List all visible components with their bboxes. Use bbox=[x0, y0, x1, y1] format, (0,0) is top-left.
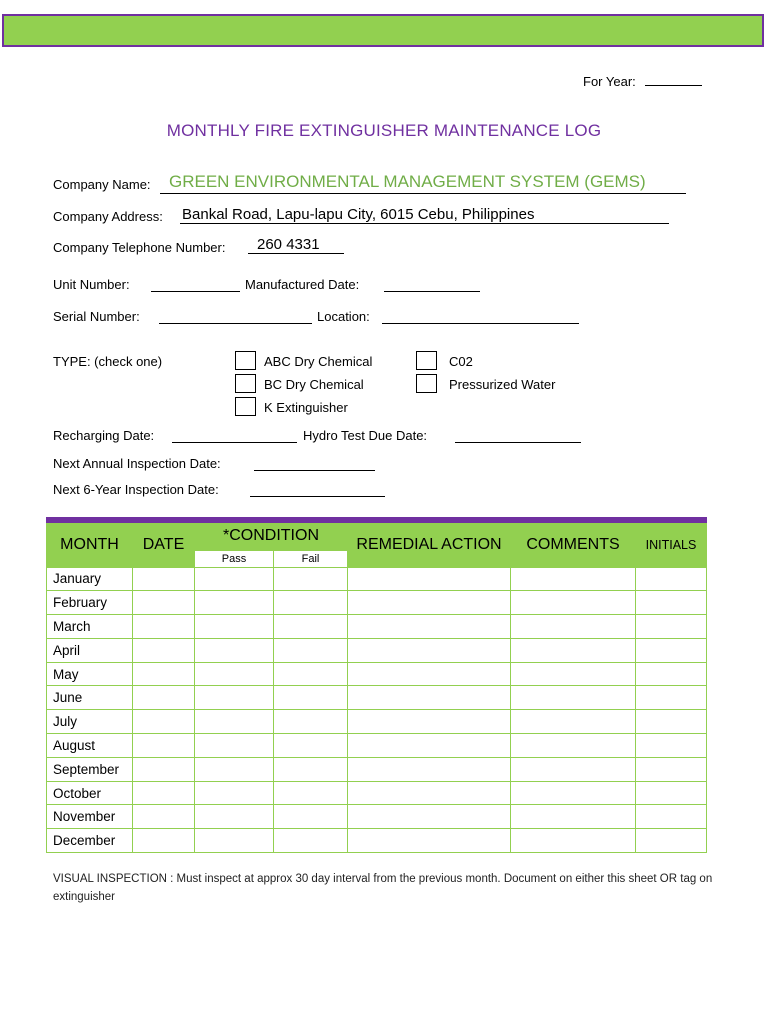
fail-cell[interactable] bbox=[274, 829, 348, 853]
remedial-action-cell[interactable] bbox=[348, 734, 511, 758]
pass-cell[interactable] bbox=[195, 662, 274, 686]
comments-cell[interactable] bbox=[511, 615, 636, 639]
table-row bbox=[47, 829, 707, 853]
comments-cell[interactable] bbox=[511, 686, 636, 710]
pass-cell[interactable] bbox=[195, 638, 274, 662]
unit-number-blank[interactable] bbox=[151, 291, 240, 292]
remedial-action-cell[interactable] bbox=[348, 567, 511, 591]
for-year-blank[interactable] bbox=[645, 85, 702, 86]
month-cell: October bbox=[47, 781, 133, 805]
k-extinguisher-label: K Extinguisher bbox=[264, 400, 348, 415]
for-year-label: For Year: bbox=[583, 74, 636, 89]
fail-cell[interactable] bbox=[274, 734, 348, 758]
fail-cell[interactable] bbox=[274, 686, 348, 710]
pressurized-water-label: Pressurized Water bbox=[449, 377, 556, 392]
date-cell[interactable] bbox=[133, 829, 195, 853]
next-6year-inspection-label: Next 6-Year Inspection Date: bbox=[53, 482, 219, 497]
table-row bbox=[47, 710, 707, 734]
fail-cell[interactable] bbox=[274, 757, 348, 781]
comments-cell[interactable] bbox=[511, 710, 636, 734]
month-cell: February bbox=[47, 591, 133, 615]
fail-cell[interactable] bbox=[274, 591, 348, 615]
remedial-action-cell[interactable] bbox=[348, 615, 511, 639]
initials-cell[interactable] bbox=[636, 662, 707, 686]
remedial-action-cell[interactable] bbox=[348, 686, 511, 710]
comments-header: COMMENTS bbox=[511, 520, 636, 567]
table-row bbox=[47, 567, 707, 591]
pass-cell[interactable] bbox=[195, 829, 274, 853]
recharging-date-label: Recharging Date: bbox=[53, 428, 155, 443]
unit-number-label: Unit Number: bbox=[53, 277, 130, 292]
location-blank[interactable] bbox=[382, 323, 579, 324]
table-row bbox=[47, 591, 707, 615]
date-cell[interactable] bbox=[133, 615, 195, 639]
table-row bbox=[47, 662, 707, 686]
initials-cell[interactable] bbox=[636, 757, 707, 781]
pass-cell[interactable] bbox=[195, 591, 274, 615]
remedial-action-cell[interactable] bbox=[348, 805, 511, 829]
company-name-label: Company Name: bbox=[53, 177, 151, 192]
initials-cell[interactable] bbox=[636, 686, 707, 710]
visual-inspection-text: : Must inspect at approx 30 day interval from the previous month. Document on either this sheet OR tag on extinguisher bbox=[53, 873, 713, 903]
initials-cell[interactable] bbox=[636, 781, 707, 805]
month-cell: December bbox=[47, 829, 133, 853]
fail-cell[interactable] bbox=[274, 615, 348, 639]
company-address-label: Company Address: bbox=[53, 209, 163, 224]
c02-label: C02 bbox=[449, 354, 473, 369]
initials-cell[interactable] bbox=[636, 615, 707, 639]
fail-header: Fail bbox=[274, 550, 348, 567]
company-address-value: Bankal Road, Lapu-lapu City, 6015 Cebu, Philippines bbox=[182, 206, 535, 223]
table-row bbox=[47, 757, 707, 781]
hydro-test-due-date-label: Hydro Test Due Date: bbox=[303, 428, 428, 443]
recharging-date-blank[interactable] bbox=[172, 442, 297, 443]
initials-header: INITIALS bbox=[636, 520, 707, 567]
comments-cell[interactable] bbox=[511, 567, 636, 591]
c02-checkbox[interactable] bbox=[416, 351, 437, 370]
abc-dry-chemical-label: ABC Dry Chemical bbox=[264, 354, 373, 369]
for-year-field bbox=[583, 74, 702, 90]
comments-cell[interactable] bbox=[511, 591, 636, 615]
pressurized-water-checkbox[interactable] bbox=[416, 374, 437, 393]
hydro-test-due-date-blank[interactable] bbox=[455, 442, 581, 443]
fail-cell[interactable] bbox=[274, 805, 348, 829]
pass-cell[interactable] bbox=[195, 757, 274, 781]
table-row bbox=[47, 781, 707, 805]
table-row bbox=[47, 734, 707, 758]
pass-cell[interactable] bbox=[195, 615, 274, 639]
fail-cell[interactable] bbox=[274, 567, 348, 591]
k-extinguisher-checkbox[interactable] bbox=[235, 397, 256, 416]
remedial-action-cell[interactable] bbox=[348, 829, 511, 853]
company-address-line bbox=[180, 223, 669, 224]
log-body bbox=[47, 567, 707, 853]
company-phone-value: 260 4331 bbox=[257, 236, 320, 253]
table-row bbox=[47, 686, 707, 710]
date-cell[interactable] bbox=[133, 710, 195, 734]
month-cell: September bbox=[47, 757, 133, 781]
pass-header: Pass bbox=[195, 550, 274, 567]
fail-cell[interactable] bbox=[274, 662, 348, 686]
remedial-action-cell[interactable] bbox=[348, 591, 511, 615]
initials-cell[interactable] bbox=[636, 734, 707, 758]
serial-number-label: Serial Number: bbox=[53, 309, 140, 324]
month-cell: April bbox=[47, 638, 133, 662]
month-cell: June bbox=[47, 686, 133, 710]
comments-cell[interactable] bbox=[511, 662, 636, 686]
date-cell[interactable] bbox=[133, 662, 195, 686]
manufactured-date-label: Manufactured Date: bbox=[245, 277, 360, 292]
date-cell[interactable] bbox=[133, 805, 195, 829]
month-cell: March bbox=[47, 615, 133, 639]
initials-cell[interactable] bbox=[636, 638, 707, 662]
month-cell: November bbox=[47, 805, 133, 829]
initials-cell[interactable] bbox=[636, 567, 707, 591]
date-cell[interactable] bbox=[133, 757, 195, 781]
pass-cell[interactable] bbox=[195, 734, 274, 758]
company-phone-label: Company Telephone Number: bbox=[53, 240, 226, 255]
bc-dry-chemical-checkbox[interactable] bbox=[235, 374, 256, 393]
bc-dry-chemical-label: BC Dry Chemical bbox=[264, 377, 364, 392]
serial-number-blank[interactable] bbox=[159, 323, 312, 324]
date-cell[interactable] bbox=[133, 781, 195, 805]
next-annual-inspection-blank[interactable] bbox=[254, 470, 375, 471]
visual-inspection-label: VISUAL INSPECTION bbox=[53, 873, 167, 885]
company-name-row bbox=[53, 177, 151, 193]
company-phone-line bbox=[248, 253, 344, 254]
initials-cell[interactable] bbox=[636, 829, 707, 853]
remedial-action-cell[interactable] bbox=[348, 781, 511, 805]
initials-cell[interactable] bbox=[636, 710, 707, 734]
pass-cell[interactable] bbox=[195, 686, 274, 710]
company-name-line bbox=[160, 193, 686, 194]
comments-cell[interactable] bbox=[511, 829, 636, 853]
fail-cell[interactable] bbox=[274, 781, 348, 805]
table-row bbox=[47, 638, 707, 662]
date-cell[interactable] bbox=[133, 638, 195, 662]
header-banner bbox=[2, 14, 764, 47]
initials-cell[interactable] bbox=[636, 591, 707, 615]
company-name-value: GREEN ENVIRONMENTAL MANAGEMENT SYSTEM (GEMS) bbox=[169, 172, 646, 191]
location-label: Location: bbox=[317, 309, 370, 324]
page-title: MONTHLY FIRE EXTINGUISHER MAINTENANCE LOG bbox=[166, 121, 602, 140]
date-cell[interactable] bbox=[133, 567, 195, 591]
month-cell: July bbox=[47, 710, 133, 734]
remedial-action-cell[interactable] bbox=[348, 710, 511, 734]
comments-cell[interactable] bbox=[511, 638, 636, 662]
remedial-action-cell[interactable] bbox=[348, 662, 511, 686]
date-cell[interactable] bbox=[133, 686, 195, 710]
month-cell: May bbox=[47, 662, 133, 686]
comments-cell[interactable] bbox=[511, 757, 636, 781]
maintenance-log-table bbox=[46, 517, 707, 853]
pass-cell[interactable] bbox=[195, 805, 274, 829]
date-header: DATE bbox=[133, 520, 195, 567]
comments-cell[interactable] bbox=[511, 781, 636, 805]
pass-cell[interactable] bbox=[195, 781, 274, 805]
date-cell[interactable] bbox=[133, 591, 195, 615]
remedial-action-cell[interactable] bbox=[348, 638, 511, 662]
manufactured-date-blank[interactable] bbox=[384, 291, 480, 292]
condition-header: *CONDITION bbox=[195, 520, 348, 550]
fail-cell[interactable] bbox=[274, 638, 348, 662]
fail-cell[interactable] bbox=[274, 710, 348, 734]
next-6year-inspection-blank[interactable] bbox=[250, 496, 385, 497]
next-annual-inspection-label: Next Annual Inspection Date: bbox=[53, 456, 221, 471]
table-row bbox=[47, 615, 707, 639]
visual-inspection-note bbox=[53, 870, 713, 906]
table-row bbox=[47, 805, 707, 829]
remedial-action-header: REMEDIAL ACTION bbox=[348, 520, 511, 567]
pass-cell[interactable] bbox=[195, 567, 274, 591]
pass-cell[interactable] bbox=[195, 710, 274, 734]
date-cell[interactable] bbox=[133, 734, 195, 758]
comments-cell[interactable] bbox=[511, 805, 636, 829]
month-header: MONTH bbox=[47, 520, 133, 567]
abc-dry-chemical-checkbox[interactable] bbox=[235, 351, 256, 370]
month-cell: January bbox=[47, 567, 133, 591]
type-label: TYPE: (check one) bbox=[53, 354, 163, 369]
comments-cell[interactable] bbox=[511, 734, 636, 758]
initials-cell[interactable] bbox=[636, 805, 707, 829]
month-cell: August bbox=[47, 734, 133, 758]
remedial-action-cell[interactable] bbox=[348, 757, 511, 781]
